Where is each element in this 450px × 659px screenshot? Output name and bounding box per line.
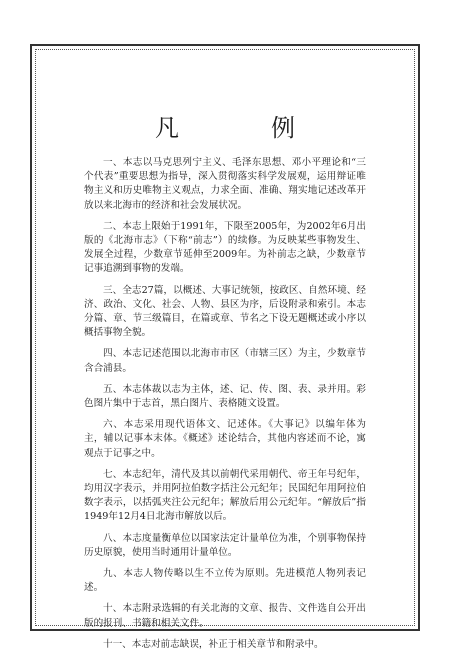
paragraph-11: 十一、本志对前志缺误，补正于相关章节和附录中。 xyxy=(103,638,324,650)
paragraph-5: 五、本志体裁以志为主体，述、记、传、图、表、录并用。彩色图片集中于志首，黑白图片、表格随文设置。 xyxy=(84,383,366,410)
paragraph-7: 七、本志纪年，清代及其以前朝代采用朝代、帝王年号纪年，均用汉字表示，并用阿拉伯数字括注公元纪年；民国纪年用阿拉伯数字表示，以括弧夹注公元纪年；解放后用公元纪年。“解放后”指1949年12月4日北海市解放以后。 xyxy=(84,468,366,523)
paragraph-6: 六、本志采用现代语体文、记述体。《大事记》以编年体为主，辅以记事本末体。《概述》述论结合，其他内容述而不论，寓观点于记事之中。 xyxy=(84,419,366,459)
paragraph-2: 二、本志上限始于1991年，下限至2005年，为2002年6月出版的《北海市志》（下称“前志”）的续修。为反映某些事物发生、发展全过程，少数章节延伸至2009年。为补前志之缺，少数章节记事追溯到事物的发端。 xyxy=(84,220,366,275)
paragraph-3: 三、全志27篇，以概述、大事记统领，按政区、自然环境、经济、政治、文化、社会、人物、县区为序，后设附录和索引。本志分篇、章、节三级篇目，在篇或章、节名之下设无题概述或小序以概括事物全貌。 xyxy=(84,284,366,339)
paragraph-8: 八、本志度量衡单位以国家法定计量单位为准，个别事物保持历史原貌，使用当时通用计量单位。 xyxy=(84,532,366,558)
page-title: 凡 例 xyxy=(155,114,329,143)
paragraph-9: 九、本志人物传略以生不立传为原则。先进模范人物列表记述。 xyxy=(84,568,366,594)
body-text xyxy=(84,156,366,659)
paragraph-10: 十、本志附录选辑的有关北海的文章、报告、文件选自公开出版的报刊、书籍和相关文件。 xyxy=(84,603,366,629)
paragraph-4: 四、本志记述范围以北海市市区（市辖三区）为主，少数章节含合浦县。 xyxy=(84,348,366,374)
paragraph-1: 一、本志以马克思列宁主义、毛泽东思想、邓小平理论和“三个代表”重要思想为指导，深入贯彻落实科学发展观，运用辩证唯物主义和历史唯物主义观点，力求全面、准确、翔实地记述改革开放以来北海市的经济和社会发展状况。 xyxy=(84,157,366,211)
